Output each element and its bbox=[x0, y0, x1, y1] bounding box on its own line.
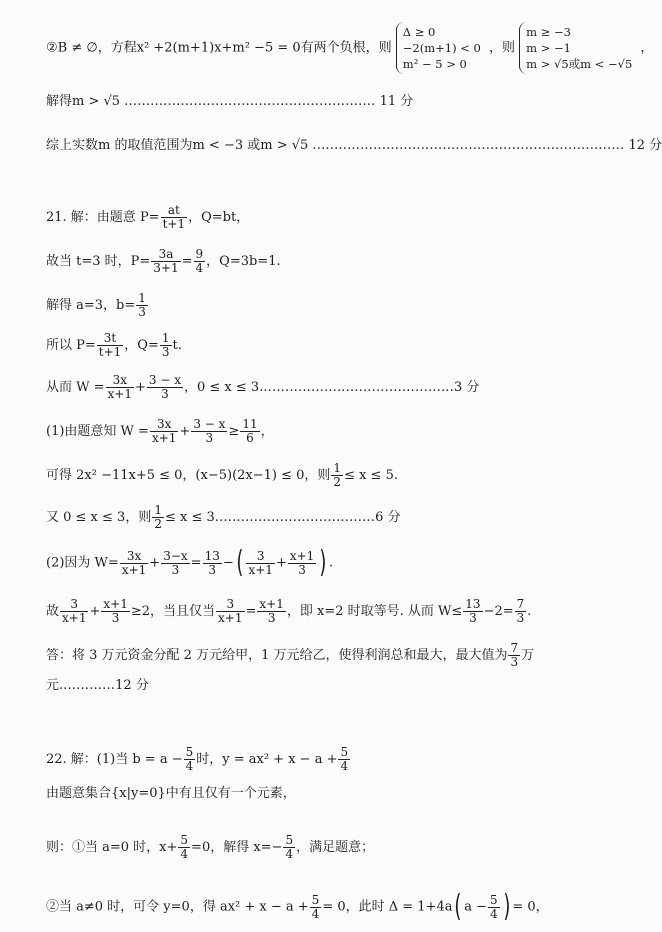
denominator: x+1 bbox=[121, 562, 147, 577]
text: ≤ x ≤ 5. bbox=[344, 468, 398, 483]
numerator: 3x bbox=[112, 373, 127, 387]
system-row: −2(m+1) < 0 bbox=[402, 41, 481, 55]
numerator: 1 bbox=[154, 503, 162, 517]
text: 元. bbox=[46, 678, 64, 693]
denominator: 2 bbox=[333, 475, 342, 489]
fraction bbox=[463, 598, 482, 625]
numerator: 5 bbox=[185, 745, 194, 759]
text: − bbox=[222, 555, 234, 571]
fraction bbox=[194, 248, 206, 275]
denominator: 4 bbox=[489, 906, 498, 921]
numerator: 3−x bbox=[163, 548, 188, 563]
text: 所以 P= bbox=[46, 338, 96, 353]
q21-line-5 bbox=[46, 374, 479, 401]
fraction bbox=[136, 292, 148, 319]
numerator: 5 bbox=[489, 892, 498, 907]
text: = bbox=[245, 604, 257, 619]
score: 11 分 bbox=[379, 94, 414, 109]
q22-line-3 bbox=[46, 834, 374, 861]
fraction bbox=[97, 332, 124, 359]
text: ，即 x=2 时取等号. 从而 W≤ bbox=[286, 604, 463, 619]
text: ，满足题意； bbox=[296, 840, 375, 855]
text: −2= bbox=[483, 604, 514, 619]
q21-line-10 bbox=[46, 598, 531, 625]
numerator: 3a bbox=[158, 247, 174, 261]
q21-answer-line bbox=[46, 642, 534, 669]
text: 22. 解：(1)当 b = a − bbox=[46, 752, 183, 767]
q21-line-9 bbox=[46, 545, 334, 580]
numerator: 5 bbox=[340, 745, 349, 759]
numerator: 9 bbox=[195, 247, 204, 261]
text: 解得m > √5 bbox=[46, 94, 121, 109]
denominator: 3 bbox=[161, 563, 189, 577]
denominator: 3 bbox=[147, 387, 183, 401]
score: 12 分 bbox=[115, 678, 149, 693]
numerator: 3 bbox=[256, 548, 265, 563]
numerator: 13 bbox=[204, 548, 220, 563]
fraction bbox=[331, 462, 343, 489]
numerator: x+1 bbox=[289, 548, 315, 563]
left-paren: ( bbox=[454, 889, 462, 924]
text: 可得 2x² −11x+5 ≤ 0，(x−5)(2x−1) ≤ 0，则 bbox=[46, 468, 331, 483]
text: = 0，此时 Δ = 1+4a bbox=[322, 899, 453, 915]
numerator: 3x bbox=[126, 548, 142, 563]
dot-leader: ............ bbox=[63, 678, 116, 693]
text: 答：将 3 万元资金分配 2 万元给甲，1 万元给乙，使得利润总和最大，最大值为 bbox=[46, 648, 508, 663]
system-row: m > √5或m < −√5 bbox=[526, 57, 633, 71]
fraction bbox=[283, 834, 295, 861]
denominator: 4 bbox=[180, 847, 189, 861]
text: + bbox=[275, 555, 287, 571]
fraction bbox=[310, 894, 322, 921]
right-paren: ) bbox=[502, 889, 510, 924]
numerator: 3 − x bbox=[193, 417, 226, 431]
fraction bbox=[147, 374, 183, 401]
q22-line-2 bbox=[46, 786, 296, 802]
denominator: 3 bbox=[288, 563, 316, 577]
fraction bbox=[161, 204, 188, 231]
fraction bbox=[288, 550, 316, 577]
denominator: 3 bbox=[101, 611, 129, 625]
line-b-nonempty bbox=[46, 22, 653, 74]
numerator: 1 bbox=[138, 291, 146, 305]
text: + bbox=[89, 604, 101, 619]
fraction bbox=[150, 418, 178, 445]
fraction bbox=[216, 598, 244, 625]
fraction bbox=[508, 642, 520, 669]
text: + bbox=[135, 380, 146, 395]
q21-line-8 bbox=[46, 504, 400, 531]
numerator: 5 bbox=[311, 892, 320, 907]
denominator: x+1 bbox=[151, 431, 177, 445]
fraction bbox=[106, 374, 134, 401]
numerator: x+1 bbox=[103, 597, 128, 611]
text: ，Q=bt， bbox=[188, 210, 250, 225]
numerator: at bbox=[167, 203, 180, 217]
left-paren: ( bbox=[236, 545, 244, 580]
fraction bbox=[203, 550, 222, 577]
text: = bbox=[181, 254, 193, 269]
text: = bbox=[190, 555, 202, 571]
text: + bbox=[179, 424, 191, 439]
denominator: 4 bbox=[185, 759, 194, 773]
text: 从而 W = bbox=[46, 380, 105, 395]
q21-line-7 bbox=[46, 462, 398, 489]
fraction bbox=[160, 332, 172, 359]
denominator: t+1 bbox=[162, 217, 186, 231]
text: ②B ≠ ∅，方程x² +2(m+1)x+m² −5 = 0有两个负根，则 bbox=[46, 40, 392, 56]
numerator: 3 − x bbox=[148, 373, 181, 387]
text: ，则 bbox=[488, 40, 515, 56]
fraction bbox=[161, 550, 189, 577]
text: 21. 解：由题意 P= bbox=[46, 210, 160, 225]
denominator: 3 bbox=[191, 431, 227, 445]
text: 时，y = ax² + x − a + bbox=[196, 752, 338, 767]
text: t. bbox=[172, 338, 182, 353]
text: 故当 t=3 时，P= bbox=[46, 254, 151, 269]
numerator: 5 bbox=[285, 833, 294, 847]
q21-line-1 bbox=[46, 204, 249, 231]
text: ≥ bbox=[228, 424, 240, 439]
text: ， bbox=[260, 424, 274, 439]
numerator: 3 bbox=[70, 597, 79, 611]
text: ②当 a≠0 时，可令 y=0，得 ax² + x − a + bbox=[46, 899, 309, 915]
denominator: 3 bbox=[516, 611, 525, 625]
text: ，Q= bbox=[124, 338, 159, 353]
text: 综上实数m 的取值范围为m < −3 或m > √5 bbox=[46, 138, 309, 153]
fraction bbox=[178, 834, 190, 861]
q22-line-4 bbox=[46, 889, 549, 924]
q21-line-3 bbox=[46, 292, 149, 319]
dot-leader: .......................................................... bbox=[124, 94, 376, 109]
fraction bbox=[338, 746, 350, 773]
q21-line-6 bbox=[46, 418, 274, 445]
denominator: 3 bbox=[138, 305, 146, 319]
denominator: 4 bbox=[285, 847, 294, 861]
denominator: 3 bbox=[463, 611, 482, 625]
system-row: m ≥ −3 bbox=[526, 25, 571, 39]
fraction bbox=[515, 598, 527, 625]
dot-leader: ..................................... bbox=[214, 510, 376, 525]
line-solve-m bbox=[46, 94, 413, 110]
dot-leader: ............................................ bbox=[263, 380, 454, 395]
denominator: 3 bbox=[203, 563, 222, 577]
text: (1)由题意知 W = bbox=[46, 424, 149, 439]
numerator: 3 bbox=[226, 597, 235, 611]
text: ， bbox=[640, 40, 654, 56]
system-row: Δ ≥ 0 bbox=[402, 25, 436, 39]
fraction bbox=[488, 894, 500, 921]
fraction bbox=[240, 418, 259, 445]
inequality-system-1 bbox=[396, 22, 485, 74]
denominator: 4 bbox=[340, 759, 349, 773]
denominator: 4 bbox=[311, 906, 320, 921]
text: =0，解得 x=− bbox=[191, 840, 283, 855]
q22-line-1 bbox=[46, 746, 351, 773]
text: 则：①当 a=0 时，x+ bbox=[46, 840, 178, 855]
numerator: 11 bbox=[242, 417, 258, 431]
fraction bbox=[152, 504, 164, 531]
text: 故 bbox=[46, 604, 60, 619]
numerator: 1 bbox=[161, 331, 170, 345]
fraction bbox=[120, 550, 148, 577]
q21-line-4 bbox=[46, 332, 182, 359]
text: . bbox=[329, 555, 334, 571]
right-paren: ) bbox=[319, 545, 327, 580]
fraction bbox=[151, 248, 180, 275]
denominator: x+1 bbox=[107, 387, 132, 401]
inequality-system-2 bbox=[519, 22, 636, 74]
dot-leader: ........................................................................ bbox=[312, 138, 625, 153]
denominator: 3+1 bbox=[153, 261, 179, 275]
fraction bbox=[101, 598, 129, 625]
score: 3 分 bbox=[453, 380, 480, 395]
score: 12 分 bbox=[628, 138, 662, 153]
numerator: 1 bbox=[333, 461, 342, 475]
line-range-m bbox=[46, 138, 662, 154]
text: (2)因为 W= bbox=[46, 555, 119, 571]
text: 万 bbox=[521, 648, 535, 663]
denominator: 3 bbox=[510, 655, 519, 669]
text: a − bbox=[464, 899, 487, 915]
fraction bbox=[246, 550, 274, 577]
denominator: 3 bbox=[257, 611, 285, 625]
text: ，0 ≤ x ≤ 3. bbox=[184, 380, 264, 395]
text: 又 0 ≤ x ≤ 3，则 bbox=[46, 510, 152, 525]
numerator: 5 bbox=[180, 833, 189, 847]
text: ≥2，当且仅当 bbox=[130, 604, 216, 619]
system-row: m² − 5 > 0 bbox=[402, 57, 467, 71]
numerator: 3x bbox=[156, 417, 172, 431]
text: = 0， bbox=[512, 899, 549, 915]
q21-answer-end bbox=[46, 678, 149, 694]
denominator: 6 bbox=[240, 431, 259, 445]
fraction bbox=[184, 746, 196, 773]
denominator: t+1 bbox=[98, 345, 122, 359]
text: + bbox=[149, 555, 161, 571]
denominator: 4 bbox=[195, 261, 204, 275]
denominator: x+1 bbox=[248, 562, 273, 577]
denominator: 2 bbox=[154, 517, 162, 531]
text: ≤ x ≤ 3 bbox=[164, 510, 215, 525]
fraction bbox=[191, 418, 227, 445]
denominator: x+1 bbox=[62, 611, 87, 625]
text: 由题意集合{x|y=0}中有且仅有一个元素， bbox=[46, 786, 296, 801]
text: 解得 a=3，b= bbox=[46, 298, 136, 313]
system-row: m > −1 bbox=[526, 41, 571, 55]
text: ，Q=3b=1. bbox=[206, 254, 281, 269]
fraction bbox=[257, 598, 285, 625]
fraction bbox=[60, 598, 88, 625]
denominator: x+1 bbox=[218, 611, 243, 625]
denominator: 3 bbox=[161, 345, 170, 359]
numerator: 7 bbox=[516, 597, 525, 611]
numerator: 13 bbox=[465, 597, 481, 611]
text: . bbox=[527, 604, 532, 619]
numerator: 3t bbox=[103, 331, 117, 345]
numerator: 7 bbox=[510, 641, 519, 655]
q21-line-2 bbox=[46, 248, 281, 275]
numerator: x+1 bbox=[259, 597, 284, 611]
score: 6 分 bbox=[375, 510, 401, 525]
